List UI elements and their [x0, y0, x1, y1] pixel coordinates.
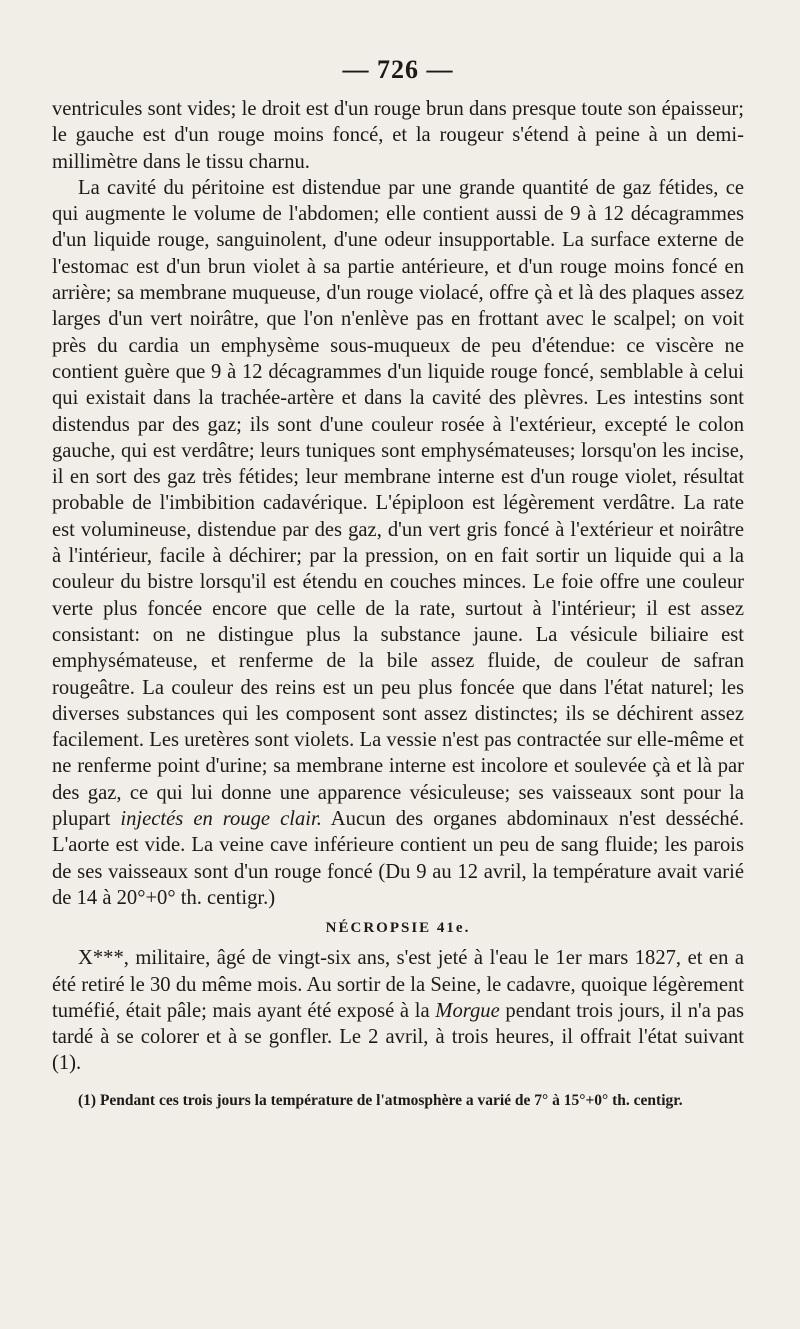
- italic-phrase: injectés en rouge clair.: [120, 808, 322, 831]
- paragraph-peritoneum-text: La cavité du péritoine est distendue par une grande quantité de gaz fétides, ce qui augmente le volume de l'abdomen; elle contient aussi de 9 à 12 décagrammes d'un liquide rouge, sanguinolent, d'une odeur insupportable. La surface externe de l'estomac est d'un brun violet à sa partie antérieure, et d'un rouge moins foncé en arrière; sa membrane muqueuse, d'un rouge violacé, offre çà et là des plaques assez larges d'un vert noirâtre, que l'on n'enlève pas en frottant avec le scalpel; on voit près du cardia un emphysème sous-muqueux de peu d'étendue: ce viscère ne contient guère que 9 à 12 décagrammes d'un liquide rouge foncé, semblable à celui qui existait dans la trachée-artère et dans la cavité des plèvres. Les intestins sont distendus par des gaz; ils sont d'une couleur rosée à l'extérieur, excepté le colon gauche, qui est verdâtre; leurs tuniques sont emphysémateuses; lorsqu'on les incise, il en sort des gaz très fétides; leur membrane interne est d'un rouge violet, résultat probable de l'imbibition cadavérique. L'épiploon est légèrement verdâtre. La rate est volumineuse, distendue par des gaz, d'un vert gris foncé à l'extérieur et noirâtre à l'intérieur, facile à déchirer; par la pression, on en fait sortir un liquide qui a la couleur du bistre lorsqu'il est étendu en couches minces. Le foie offre une couleur verte plus foncée encore que celle de la rate, surtout à l'intérieur; il est assez consistant: on ne distingue plus la substance jaune. La vésicule biliaire est emphysémateuse, et renferme de la bile assez fluide, de couleur de safran rougeâtre. La couleur des reins est un peu plus foncée que dans l'état naturel; les diverses substances qui les composent sont assez distinctes; ils se déchirent assez facilement. Les uretères sont violets. La vessie n'est pas contractée sur elle-même et ne renferme point d'urine; sa membrane interne est incolore et soulevée çà et là par des gaz, ce qui lui donne une apparence vésiculeuse; ses vaisseaux sont pour la plupart: [52, 176, 744, 831]
- paragraph-case-start: X***, militaire, âgé de vingt-six ans, s'est jeté à l'eau le 1er mars 1827, et en a été retiré le 30 du même mois. Au sortir de la Seine, le cadavre, quoique légèrement tuméfié, était pâle; mais ayant été exposé à la: [52, 947, 744, 1022]
- italic-morgue: Morgue: [435, 999, 500, 1022]
- paragraph-peritoneum-end: Aucun des organes abdominaux n'est desséché. L'aorte est vide. La veine cave inférieure contient un peu de sang fluide; les parois de ses vaisseaux sont d'un rouge foncé (Du 9 au 12 avril, la température avait varié de 14 à 20°+0° th. centigr.): [52, 808, 744, 909]
- footnote: (1) Pendant ces trois jours la température de l'atmosphère a varié de 7° à 15°+0° th. centigr.: [78, 1091, 683, 1109]
- page-number: — 726 —: [342, 55, 454, 84]
- paragraph-continuation: ventricules sont vides; le droit est d'un rouge brun dans presque toute son épaisseur; le gauche est d'un rouge moins foncé, et la rougeur s'étend à peine à un demi-millimètre dans le tissu charnu.: [52, 98, 744, 173]
- paragraph-case: [52, 945, 744, 1076]
- paragraph-peritoneum: [52, 175, 744, 911]
- paragraph-case-end: pendant trois jours, il n'a pas tardé à se colorer et à se gonfler. Le 2 avril, à trois heures, il offrait l'état suivant (1).: [52, 999, 744, 1075]
- section-heading: NÉCROPSIE 41e.: [325, 920, 471, 937]
